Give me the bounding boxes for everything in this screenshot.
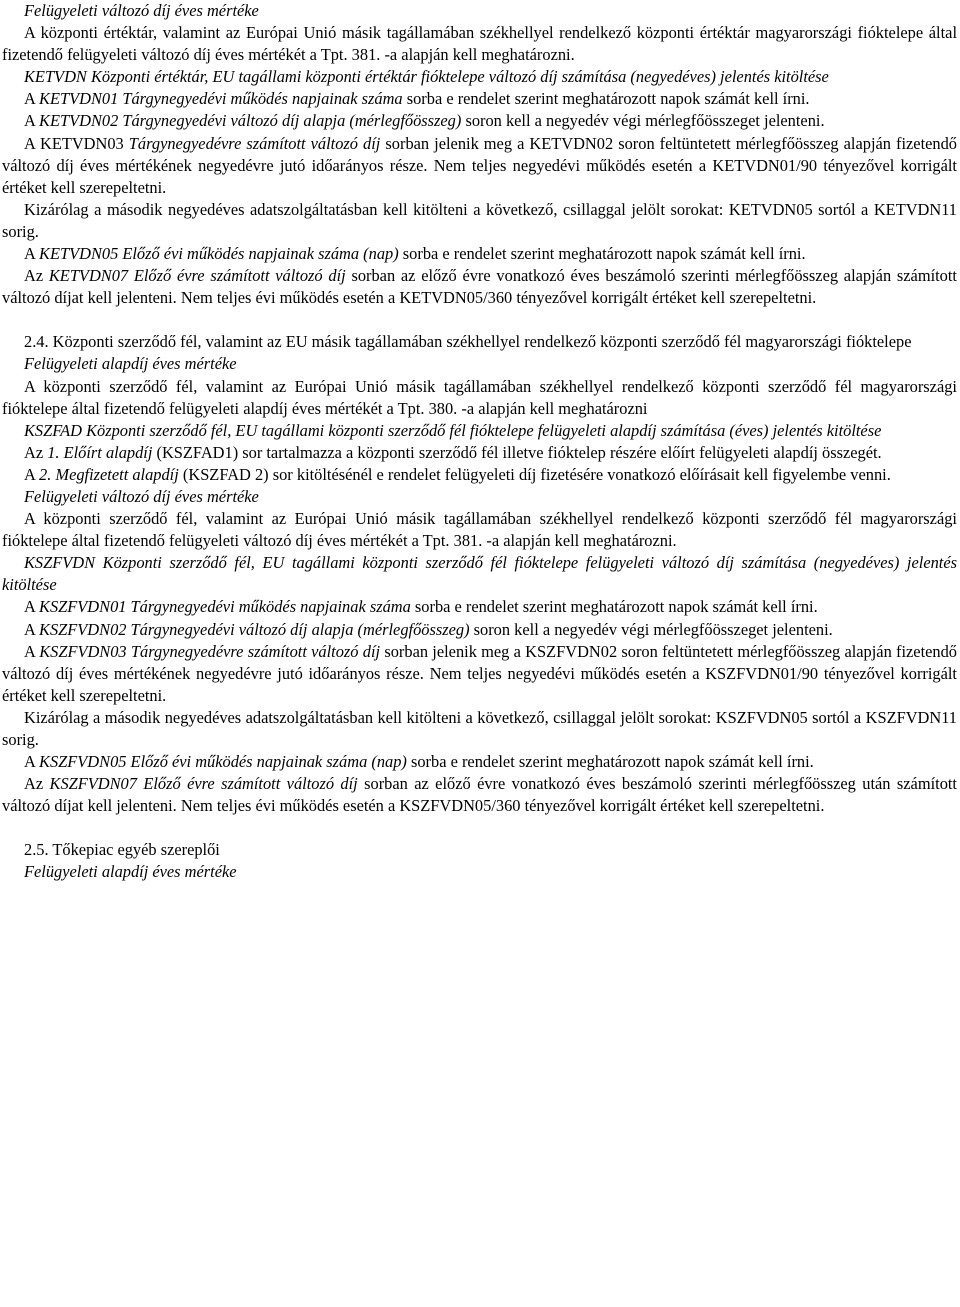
text-run: Kizárólag a második negyedéves adatszolgáltatásban kell kitölteni a következő, csillaggal jelölt sorokat: KSZFVDN05 sortól a KSZFVDN11 sorig. (2, 707, 957, 749)
text-run: sorban jelenik meg a KSZFVDN02 soron feltüntetett mérlegfőösszeg alapján fizetendő változó díj éves mértékének negyedévre jutó időarányos része. Nem teljes negyedévi működés esetén a KSZFVDN01/90 tényezővel korrigált értéket kell szerepeltetni. (2, 641, 958, 705)
paragraph (2, 751, 957, 773)
text-run: A központi értéktár, valamint az Európai Unió másik tagállamában székhellyel rendelkező központi értéktár magyarországi fióktelepe által fizetendő felügyeleti változó díj éves mértékét a Tpt. 381. -a alapján kell meghatározni. (2, 23, 957, 65)
italic-text-run: Tárgynegyedévre számított változó díj (128, 133, 381, 153)
paragraph (2, 22, 957, 66)
text-run: sorba e rendelet szerint meghatározott napok számát kell írni. (402, 89, 810, 109)
paragraph (2, 442, 957, 464)
paragraph (2, 110, 957, 132)
text-run: 2.4. Központi szerződő fél, valamint az EU másik tagállamában székhellyel rendelkező központi szerződő fél magyarországi fióktelepe (24, 332, 912, 352)
italic-text-run: KSZFVDN05 Előző évi működés napjainak száma (nap) (39, 752, 407, 772)
paragraph (2, 243, 957, 265)
italic-text-run: KETVDN01 Tárgynegyedévi működés napjainak száma (39, 89, 403, 109)
italic-text-run: KSZFVDN Központi szerződő fél, EU tagállami központi szerződő fél fióktelepe felügyeleti változó díj számítása (negyedéves) jelentés kitöltése (2, 553, 957, 595)
paragraph (2, 641, 957, 707)
paragraph (2, 486, 957, 508)
text-run: (KSZFAD1) sor tartalmazza a központi szerződő fél illetve fióktelep részére előírt felügyeleti alapdíj összegét. (152, 442, 882, 462)
paragraph (2, 133, 957, 199)
text-run: Kizárólag a második negyedéves adatszolgáltatásban kell kitölteni a következő, csillaggal jelölt sorokat: KETVDN05 sortól a KETVDN11 sorig. (2, 199, 957, 241)
italic-text-run: KSZFAD Központi szerződő fél, EU tagállami központi szerződő fél fióktelepe felügyeleti alapdíj számítása (éves) jelentés kitöltése (24, 420, 882, 440)
text-run: A (24, 597, 40, 617)
italic-text-run: 2. Megfizetett alapdíj (39, 464, 179, 484)
italic-text-run: Felügyeleti változó díj éves mértéke (24, 486, 259, 506)
paragraph-spacer (2, 817, 957, 839)
paragraph (2, 0, 957, 22)
paragraph (2, 619, 957, 641)
italic-text-run: Felügyeleti alapdíj éves mértéke (24, 354, 237, 374)
italic-text-run: KSZFVDN02 Tárgynegyedévi változó díj alapja (mérlegfőösszeg) (39, 619, 470, 639)
paragraph (2, 331, 957, 353)
text-run: soron kell a negyedév végi mérlegfőösszeget jelenteni. (469, 619, 833, 639)
italic-text-run: KSZFVDN07 Előző évre számított változó díj (49, 774, 358, 794)
paragraph (2, 552, 957, 596)
italic-text-run: KSZFVDN01 Tárgynegyedévi működés napjainak száma (39, 597, 411, 617)
paragraph (2, 707, 957, 751)
text-run: sorban jelenik meg a KETVDN02 soron feltüntetett mérlegfőösszeg alapján fizetendő változó díj éves mértékének negyedévre jutó időarányos része. Nem teljes negyedévi működés esetén a KETVDN01/90 tényezővel korrigált értéket kell szerepeltetni. (2, 133, 957, 197)
paragraph (2, 88, 957, 110)
text-run: A (24, 752, 40, 772)
paragraph-spacer (2, 309, 957, 331)
text-run: A (24, 641, 40, 661)
text-run: (KSZFAD 2) sor kitöltésénél e rendelet felügyeleti díj fizetésére vonatkozó előírásait kell figyelembe venni. (178, 464, 891, 484)
text-run: sorban az előző évre vonatkozó éves beszámoló szerinti mérlegfőösszeg után számított változó díjat kell jelenteni. Nem teljes évi működés esetén a KSZFVDN05/360 tényezővel korrigált értéket kell szerepeltetni. (2, 774, 957, 816)
italic-text-run: Felügyeleti alapdíj éves mértéke (24, 862, 237, 882)
italic-text-run: KETVDN05 Előző évi működés napjainak száma (nap) (39, 244, 399, 264)
text-run: Az (24, 442, 48, 462)
paragraph (2, 773, 957, 817)
text-run: A (24, 619, 40, 639)
text-run: sorba e rendelet szerint meghatározott napok számát kell írni. (410, 597, 818, 617)
text-run: A (24, 244, 40, 264)
text-run: sorba e rendelet szerint meghatározott napok számát kell írni. (398, 244, 806, 264)
paragraph (2, 861, 957, 883)
paragraph (2, 464, 957, 486)
text-run: Az (24, 774, 50, 794)
text-run: A (24, 111, 40, 131)
text-run: A központi szerződő fél, valamint az Európai Unió másik tagállamában székhellyel rendelkező központi szerződő fél magyarországi fióktelepe által fizetendő felügyeleti alapdíj éves mértékét a Tpt. 380. -a alapján kell meghatározni (2, 376, 957, 418)
italic-text-run: KETVDN Központi értéktár, EU tagállami központi értéktár fióktelepe változó díj számítása (negyedéves) jelentés kitöltése (24, 67, 829, 87)
italic-text-run: Felügyeleti változó díj éves mértéke (24, 1, 259, 20)
paragraph (2, 376, 957, 420)
italic-text-run: KETVDN07 Előző évre számított változó díj (48, 266, 346, 286)
paragraph (2, 199, 957, 243)
text-run: A (24, 464, 40, 484)
text-run: sorban az előző évre vonatkozó éves beszámoló szerinti mérlegfőösszeg alapján számított változó díjat kell jelenteni. Nem teljes évi működés esetén a KETVDN05/360 tényezővel korrigált értéket kell szerepeltetni. (2, 266, 957, 308)
text-run: A KETVDN03 (24, 133, 129, 153)
italic-text-run: KSZFVDN03 Tárgynegyedévre számított változó díj (39, 641, 381, 661)
italic-text-run: KETVDN02 Tárgynegyedévi változó díj alapja (mérlegfőösszeg) (39, 111, 462, 131)
text-run: 2.5. Tőkepiac egyéb szereplői (24, 840, 220, 860)
paragraph (2, 596, 957, 618)
italic-text-run: 1. Előírt alapdíj (47, 442, 153, 462)
text-run: A központi szerződő fél, valamint az Európai Unió másik tagállamában székhellyel rendelkező központi szerződő fél magyarországi fióktelepe által fizetendő felügyeleti változó díj éves mértékét a Tpt. 381. -a alapján kell meghatározni. (2, 509, 957, 551)
text-run: Az (24, 266, 49, 286)
text-run: A (24, 89, 40, 109)
paragraph (2, 420, 957, 442)
text-run: sorba e rendelet szerint meghatározott napok számát kell írni. (406, 752, 814, 772)
paragraph (2, 839, 957, 861)
paragraph (2, 66, 957, 88)
paragraph (2, 508, 957, 552)
paragraph (2, 353, 957, 375)
paragraph (2, 265, 957, 309)
text-run: soron kell a negyedév végi mérlegfőösszeget jelenteni. (461, 111, 825, 131)
